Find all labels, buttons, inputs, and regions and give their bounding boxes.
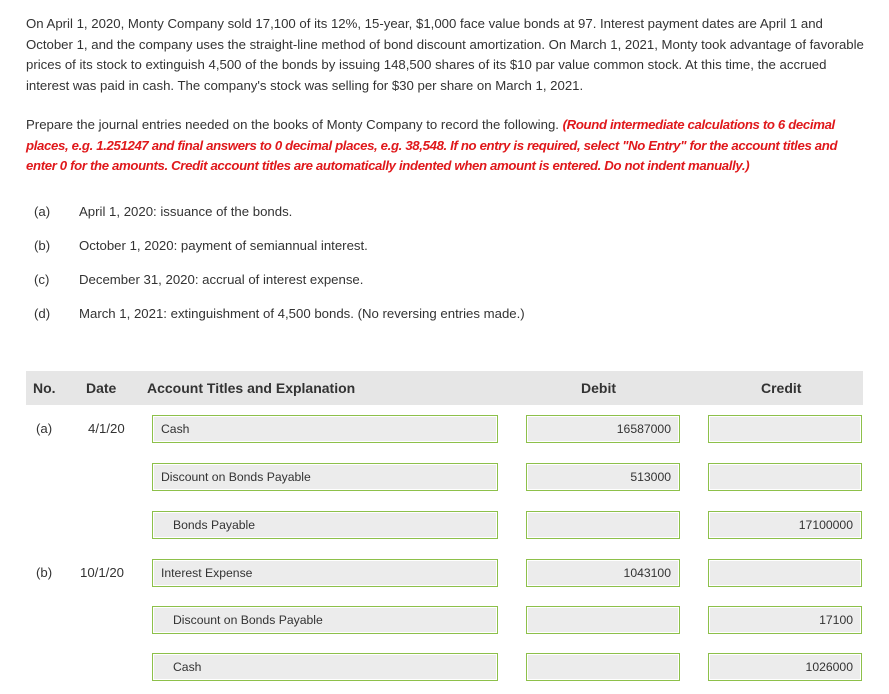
part-letter: (c) (34, 272, 50, 287)
problem-statement: On April 1, 2020, Monty Company sold 17,100 of its 12%, 15-year, $1,000 face value bonds at 97. Interest payment dates are April 1 and October 1, and the company uses the straight-line method of bond discount amortization. On March 1, 2021, Monty took advantage of favorable prices of its stock to extinguish 4,500 of the bonds by issuing 148,500 shares of its $10 par value common stock. At this time, the accrued interest was paid in cash. The company's stock was selling for $30 per share on March 1, 2021. (26, 16, 864, 93)
debit-amount-field[interactable]: 16587000 (526, 415, 680, 443)
header-date: Date (86, 380, 117, 396)
instructions-emphasis: (Round intermediate calculations to 6 decimal places, e.g. 1.251247 and final answers to 0 decimal places, e.g. 38,548. If no entry is required, select "No Entry" for the account titles and enter 0 for the amounts. Credit account titles are automatically indented when amount is entered. Do not indent manually.) (26, 117, 838, 173)
account-title-field[interactable]: Cash (152, 653, 498, 681)
journal-table-header (26, 371, 863, 405)
credit-amount-field[interactable]: 17100 (708, 606, 862, 634)
header-account: Account Titles and Explanation (147, 380, 356, 396)
part-text: December 31, 2020: accrual of interest expense. (79, 272, 364, 287)
credit-amount-field[interactable] (708, 415, 862, 443)
header-credit: Credit (761, 380, 802, 396)
account-title-field[interactable]: Discount on Bonds Payable (152, 606, 498, 634)
part-letter: (a) (34, 204, 51, 219)
part-letter: (d) (34, 306, 51, 321)
header-debit: Debit (581, 380, 616, 396)
credit-amount-field[interactable]: 17100000 (708, 511, 862, 539)
account-title-field[interactable]: Cash (152, 415, 498, 443)
debit-amount-field[interactable]: 1043100 (526, 559, 680, 587)
credit-amount-field[interactable] (708, 559, 862, 587)
part-text: April 1, 2020: issuance of the bonds. (79, 204, 293, 219)
instructions-lead: Prepare the journal entries needed on the books of Monty Company to record the following. (26, 117, 563, 132)
account-title-field[interactable]: Bonds Payable (152, 511, 498, 539)
part-text: March 1, 2021: extinguishment of 4,500 bonds. (No reversing entries made.) (79, 306, 525, 321)
debit-amount-field[interactable] (526, 653, 680, 681)
debit-amount-field[interactable] (526, 606, 680, 634)
entry-number: (a) (36, 421, 53, 436)
instructions (26, 115, 866, 177)
credit-amount-field[interactable]: 1026000 (708, 653, 862, 681)
debit-amount-field[interactable]: 513000 (526, 463, 680, 491)
account-title-field[interactable]: Discount on Bonds Payable (152, 463, 498, 491)
credit-amount-field[interactable] (708, 463, 862, 491)
entry-number: (b) (36, 565, 53, 580)
part-letter: (b) (34, 238, 51, 253)
account-title-field[interactable]: Interest Expense (152, 559, 498, 587)
debit-amount-field[interactable] (526, 511, 680, 539)
entry-date: 10/1/20 (80, 565, 124, 580)
part-text: October 1, 2020: payment of semiannual interest. (79, 238, 368, 253)
header-no: No. (33, 380, 56, 396)
entry-date: 4/1/20 (88, 421, 125, 436)
